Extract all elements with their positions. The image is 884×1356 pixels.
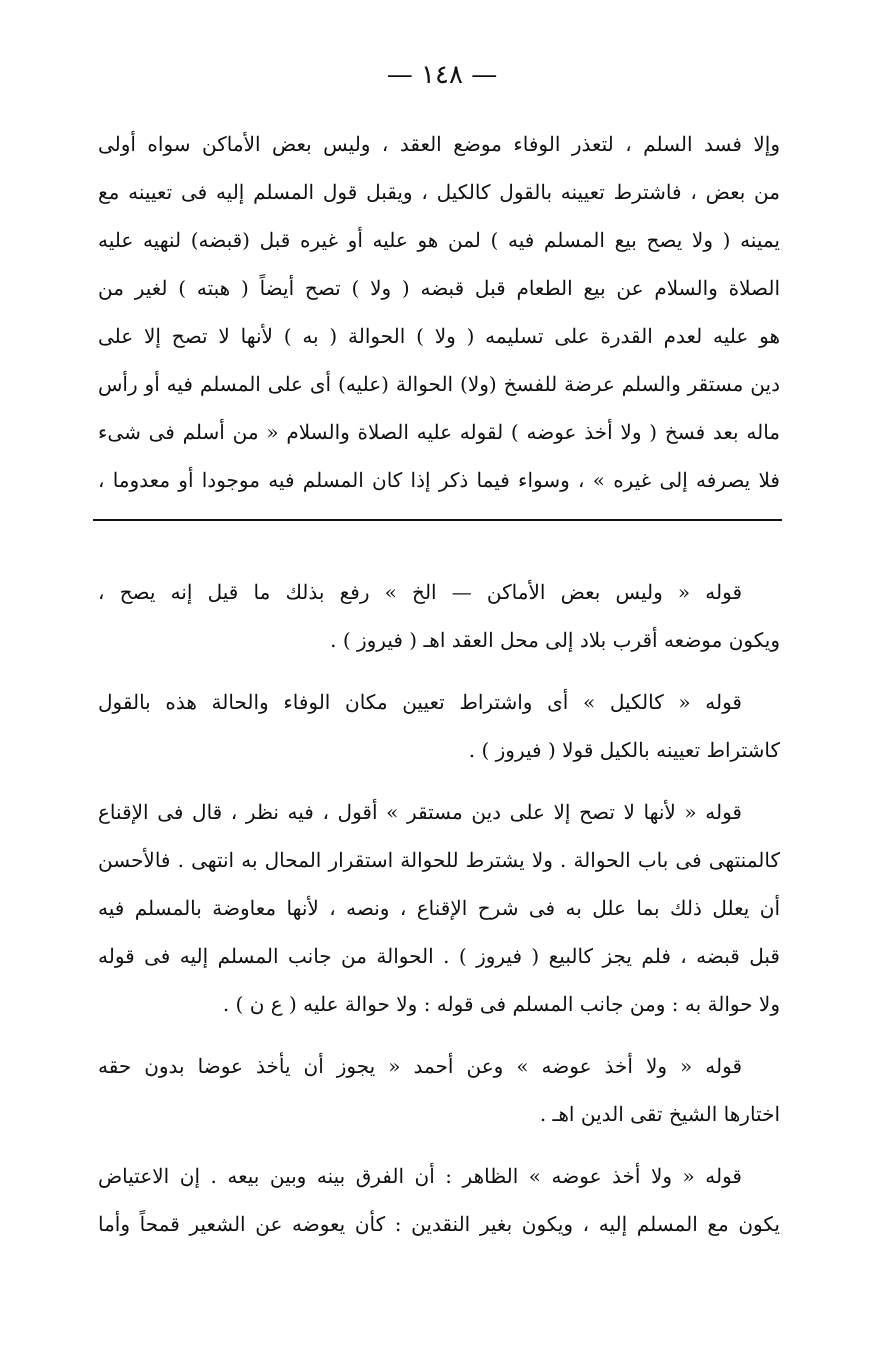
footnote-line: قبل قبضه ، فلم يجز كالبيع ( فيروز ) . الحوالة من جانب المسلم إليه فى قوله — [98, 944, 780, 968]
footnotes — [98, 568, 780, 1262]
footnote-line: يكون مع المسلم إليه ، ويكون بغير النقدين : كأن يعوضه عن الشعير قمحاً وأما — [98, 1212, 780, 1236]
footnote-line: قوله « لأنها لا تصح إلا على دين مستقر » أقول ، فيه نظر ، قال فى الإقناع — [98, 800, 742, 824]
footnote — [98, 678, 780, 774]
footnote-divider — [93, 519, 782, 521]
footnote-line: ويكون موضعه أقرب بلاد إلى محل العقد اهـ ( فيروز ) . — [330, 628, 780, 652]
footnote — [98, 1152, 780, 1248]
main-text-line: دين مستقر والسلم عرضة للفسخ (ولا) الحوالة (عليه) أى على المسلم فيه أو رأس — [98, 372, 780, 396]
footnote — [98, 788, 780, 1028]
main-text-line: يمينه ( ولا يصح بيع المسلم فيه ) لمن هو عليه أو غيره قبل (قبضه) لنهيه عليه — [98, 228, 780, 252]
footnote-line: كالمنتهى فى باب الحوالة . ولا يشترط للحوالة استقرار المحال به انتهى . فالأحسن — [98, 848, 780, 872]
footnote — [98, 568, 780, 664]
footnote-line: قوله « كالكيل » أى واشتراط تعيين مكان الوفاء والحالة هذه بالقول — [98, 690, 742, 714]
footnote-line: اختارها الشيخ تقى الدين اهـ . — [539, 1102, 780, 1126]
main-text-line: من بعض ، فاشترط تعيينه بالقول كالكيل ، ويقبل قول المسلم إليه فى تعيينه مع — [98, 180, 780, 204]
footnote-line: قوله « ولا أخذ عوضه » الظاهر : أن الفرق بينه وبين بيعه . إن الاعتياض — [98, 1164, 742, 1188]
main-text-line: وإلا فسد السلم ، لتعذر الوفاء موضع العقد ، وليس بعض الأماكن سواه أولى — [98, 132, 780, 156]
main-text — [98, 120, 780, 504]
page-number: — ١٤٨ — — [386, 60, 498, 90]
main-text-line: ماله بعد فسخ ( ولا أخذ عوضه ) لقوله عليه الصلاة والسلام « من أسلم فى شىء — [98, 420, 780, 444]
footnote-line: قوله « وليس بعض الأماكن — الخ » رفع بذلك ما قيل إنه يصح ، — [98, 580, 742, 604]
main-text-line: هو عليه لعدم القدرة على تسليمه ( ولا ) الحوالة ( به ) لأنها لا تصح إلا على — [98, 324, 780, 348]
main-text-line: فلا يصرفه إلى غيره » ، وسواء فيما ذكر إذا كان المسلم فيه موجودا أو معدوما ، — [98, 468, 780, 492]
footnote-line: أن يعلل ذلك بما علل به فى شرح الإقناع ، ونصه ، لأنها معاوضة بالمسلم فيه — [98, 896, 780, 920]
main-text-line: الصلاة والسلام عن بيع الطعام قبل قبضه ( ولا ) تصح أيضاً ( هبته ) لغير من — [98, 276, 780, 300]
footnote-line: قوله « ولا أخذ عوضه » وعن أحمد « يجوز أن يأخذ عوضا بدون حقه — [98, 1054, 742, 1078]
footnote-line: كاشتراط تعيينه بالكيل قولا ( فيروز ) . — [468, 738, 780, 762]
footnote-line: ولا حوالة به : ومن جانب المسلم فى قوله : ولا حوالة عليه ( ع ن ) . — [222, 992, 780, 1016]
footnote — [98, 1042, 780, 1138]
